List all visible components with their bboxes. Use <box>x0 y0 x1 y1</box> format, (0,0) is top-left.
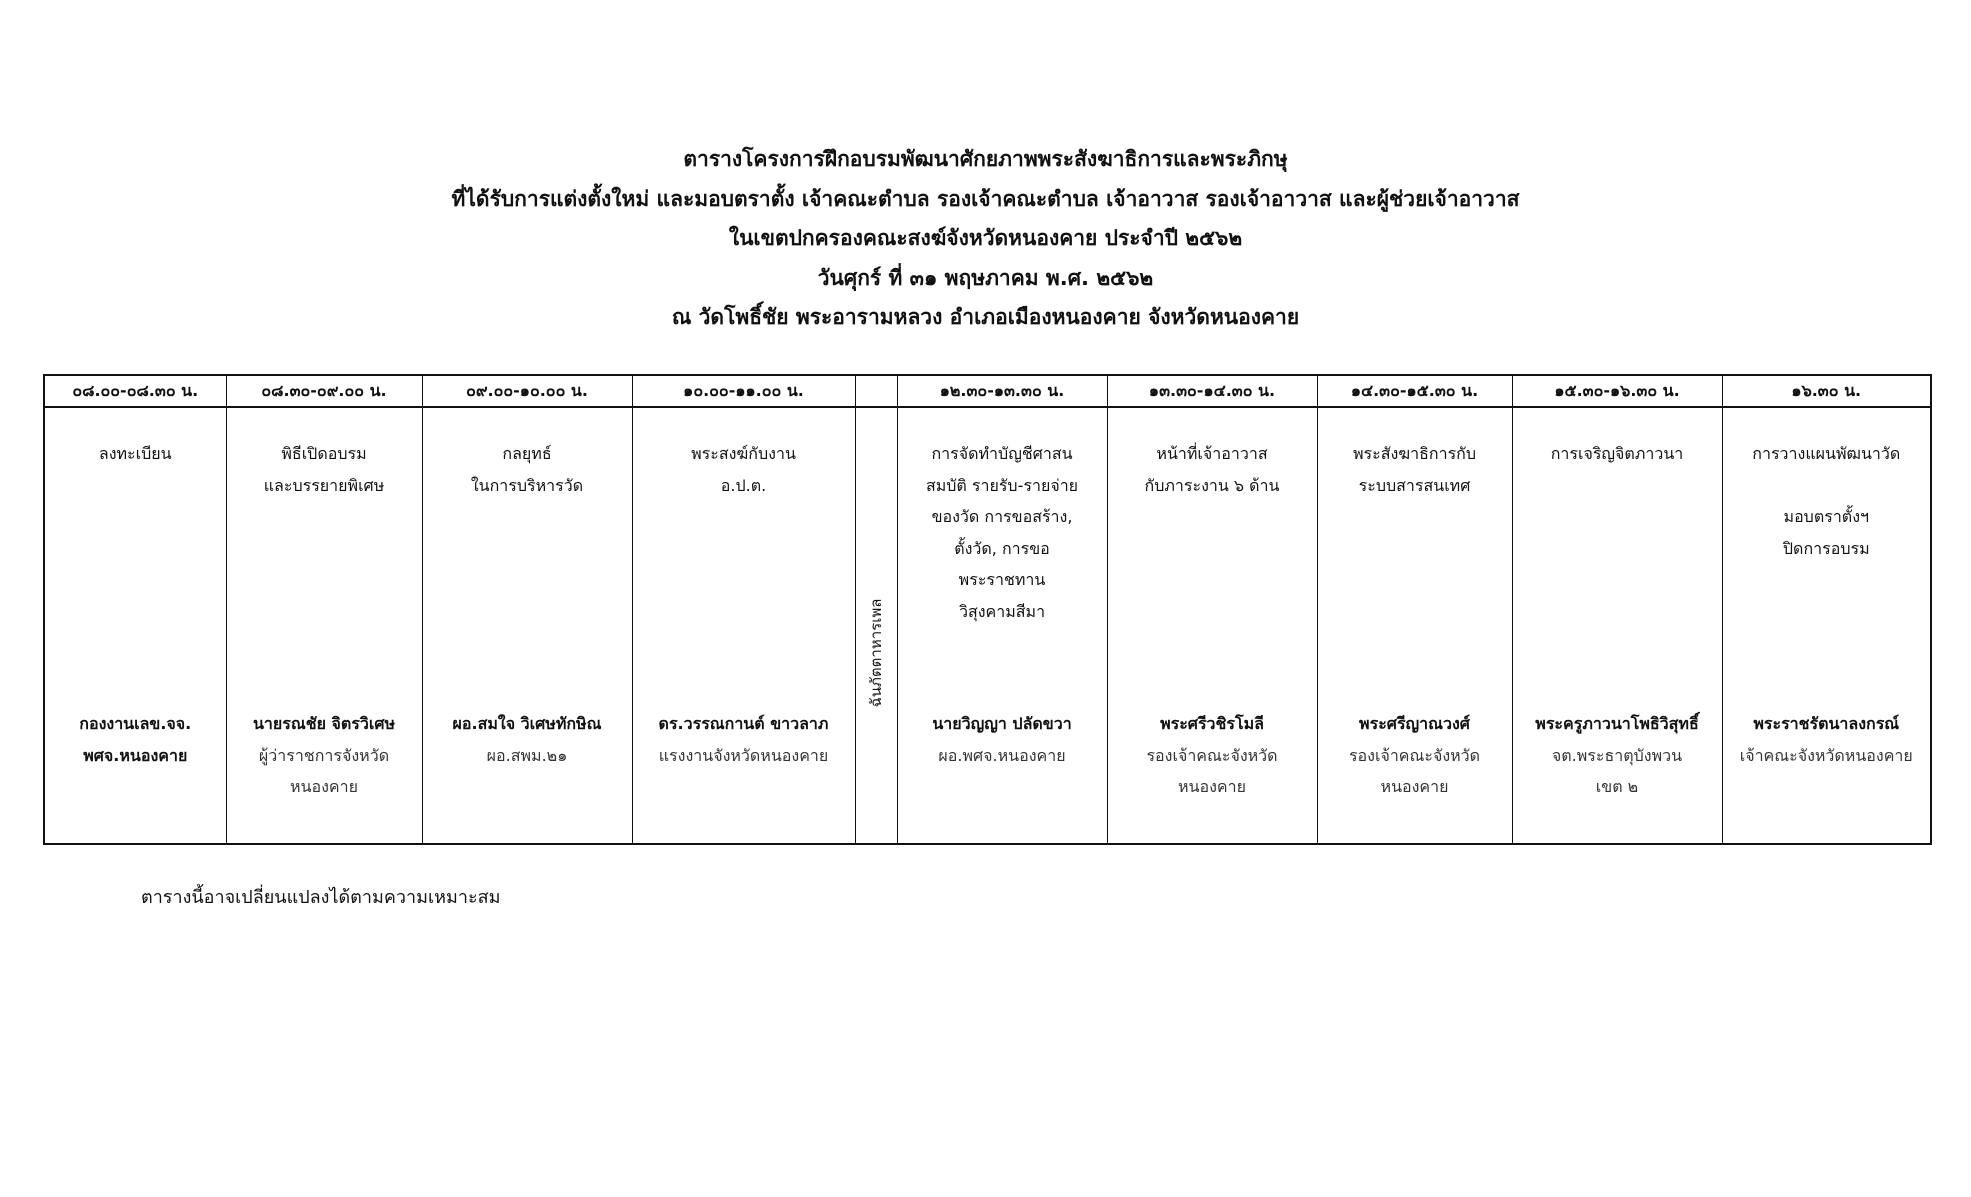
session-topic <box>227 438 422 501</box>
session-topic <box>1318 438 1512 501</box>
session-speaker <box>45 708 226 771</box>
session-row <box>44 407 1931 844</box>
session-cell <box>1317 407 1512 844</box>
session-cell <box>632 407 855 844</box>
speaker-role: รองเจ้าคณะจังหวัด <box>1348 745 1481 765</box>
time-slot-header: ๑๒.๓๐-๑๓.๓๐ น. <box>897 375 1107 407</box>
session-speaker <box>1318 708 1512 803</box>
speaker-role: หนองคาย <box>1380 777 1449 796</box>
time-slot-header: ๑๓.๓๐-๑๔.๓๐ น. <box>1107 375 1317 407</box>
topic-line: หน้าที่เจ้าอาวาส <box>1156 444 1268 463</box>
speaker-role: รองเจ้าคณะจังหวัด <box>1146 745 1278 765</box>
topic-line: กลยุทธ์ <box>502 444 552 463</box>
topic-line: และบรรยายพิเศษ <box>263 475 385 495</box>
title-line-2: ที่ได้รับการแต่งตั้งใหม่ และมอบตราตั้ง เจ้าคณะตำบล รองเจ้าคณะตำบล เจ้าอาวาส รองเจ้าอาวาส และผู้ช่วยเจ้าอาวาส <box>451 186 1520 211</box>
speaker-role: หนองคาย <box>290 777 358 796</box>
speaker-role: แรงงานจังหวัดหนองคาย <box>658 745 829 765</box>
topic-line: การเจริญจิตภาวนา <box>1550 444 1684 463</box>
topic-line: การวางแผนพัฒนาวัด <box>1752 444 1901 463</box>
session-speaker <box>1513 708 1722 803</box>
speaker-name: พระศรีวชิรโมลี <box>1160 714 1264 733</box>
session-speaker <box>1723 708 1931 771</box>
speaker-name: นายวิญญา ปลัดขวา <box>932 714 1072 733</box>
speaker-role: จต.พระธาตุบังพวน <box>1551 745 1683 765</box>
speaker-role: เขต ๒ <box>1595 777 1639 796</box>
session-speaker <box>1108 708 1317 803</box>
time-slot-header: ๑๕.๓๐-๑๖.๓๐ น. <box>1512 375 1722 407</box>
speaker-name: พระครูภาวนาโพธิวิสุทธิ์ <box>1535 714 1699 733</box>
speaker-name: นายรณชัย จิตรวิเศษ <box>252 714 396 733</box>
title-line-4: วันศุกร์ ที่ ๓๑ พฤษภาคม พ.ศ. ๒๕๖๒ <box>817 265 1154 290</box>
lunch-break-label: ฉันภัตตาหารเพล <box>867 598 885 708</box>
session-cell <box>422 407 632 844</box>
topic-line: ตั้งวัด, การขอ <box>954 538 1050 558</box>
speaker-role: เจ้าคณะจังหวัดหนองคาย <box>1739 745 1913 765</box>
topic-line: พระราชทาน <box>958 570 1046 589</box>
topic-spacer <box>1723 470 1931 502</box>
session-topic <box>633 438 855 501</box>
lunch-header <box>855 375 897 407</box>
topic-line: พระสังฆาธิการกับ <box>1352 444 1477 463</box>
topic-line: ลงทะเบียน <box>98 444 172 463</box>
session-topic <box>45 438 226 470</box>
session-topic <box>1513 438 1722 470</box>
topic-line: ปิดการอบรม <box>1782 538 1870 558</box>
title-line-1: ตารางโครงการฝึกอบรมพัฒนาศักยภาพพระสังฆาธิการและพระภิกษุ <box>683 147 1288 171</box>
topic-line: มอบตราตั้งฯ <box>1783 507 1869 526</box>
topic-line: อ.ป.ต. <box>720 475 767 495</box>
topic-line: ระบบสารสนเทศ <box>1358 475 1471 495</box>
topic-line: วิสุงคามสีมา <box>958 601 1046 621</box>
title-line-5: ณ วัดโพธิ์ชัย พระอารามหลวง อำเภอเมืองหนองคาย จังหวัดหนองคาย <box>671 305 1300 329</box>
session-speaker <box>423 708 632 771</box>
speaker-role: ผอ.พศจ.หนองคาย <box>938 745 1066 765</box>
time-slot-header: ๑๐.๐๐-๑๑.๐๐ น. <box>632 375 855 407</box>
session-cell <box>1722 407 1931 844</box>
speaker-name: ผอ.สมใจ วิเศษทักษิณ <box>452 714 602 733</box>
speaker-name: ดร.วรรณกานต์ ขาวลาภ <box>658 714 829 733</box>
session-speaker <box>227 708 422 803</box>
session-topic <box>898 438 1107 627</box>
topic-line: สมบัติ รายรับ-รายจ่าย <box>925 475 1079 495</box>
topic-line: ของวัด การขอสร้าง, <box>931 507 1073 526</box>
time-slot-header: ๐๙.๐๐-๑๐.๐๐ น. <box>422 375 632 407</box>
session-cell <box>897 407 1107 844</box>
session-cell <box>226 407 422 844</box>
session-topic <box>1723 438 1931 564</box>
speaker-role: ผอ.สพม.๒๑ <box>486 745 568 765</box>
session-cell <box>1512 407 1722 844</box>
time-slot-header: ๑๖.๓๐ น. <box>1722 375 1931 407</box>
footnote: ตารางนี้อาจเปลี่ยนแปลงได้ตามความเหมาะสม <box>141 887 501 908</box>
session-cell <box>44 407 226 844</box>
schedule-table <box>43 374 1932 845</box>
speaker-name: กองงานเลข.จจ. <box>79 714 192 733</box>
speaker-name: พระศรีญาณวงศ์ <box>1359 714 1470 733</box>
topic-line: ในการบริหารวัด <box>470 475 584 495</box>
topic-line: พระสงฆ์กับงาน <box>691 444 796 463</box>
session-topic <box>423 438 632 501</box>
speaker-name: พศจ.หนองคาย <box>83 745 188 765</box>
time-header-row <box>44 375 1931 407</box>
session-cell <box>1107 407 1317 844</box>
lunch-break-cell <box>855 407 897 844</box>
document-title <box>0 140 1971 338</box>
speaker-role: หนองคาย <box>1178 777 1246 796</box>
session-speaker <box>898 708 1107 771</box>
topic-line: กับภาระงาน ๖ ด้าน <box>1144 475 1280 495</box>
time-slot-header: ๐๘.๓๐-๐๙.๐๐ น. <box>226 375 422 407</box>
time-slot-header: ๑๔.๓๐-๑๕.๓๐ น. <box>1317 375 1512 407</box>
session-speaker <box>633 708 855 771</box>
session-topic <box>1108 438 1317 501</box>
speaker-name: พระราชรัตนาลงกรณ์ <box>1753 714 1900 733</box>
topic-line: พิธีเปิดอบรม <box>281 444 367 463</box>
topic-line: การจัดทำบัญชีศาสน <box>931 444 1073 463</box>
title-line-3: ในเขตปกครองคณะสงฆ์จังหวัดหนองคาย ประจำปี ๒๕๖๒ <box>728 226 1243 250</box>
speaker-role: ผู้ว่าราชการจังหวัด <box>258 745 390 765</box>
time-slot-header: ๐๘.๐๐-๐๘.๓๐ น. <box>44 375 226 407</box>
